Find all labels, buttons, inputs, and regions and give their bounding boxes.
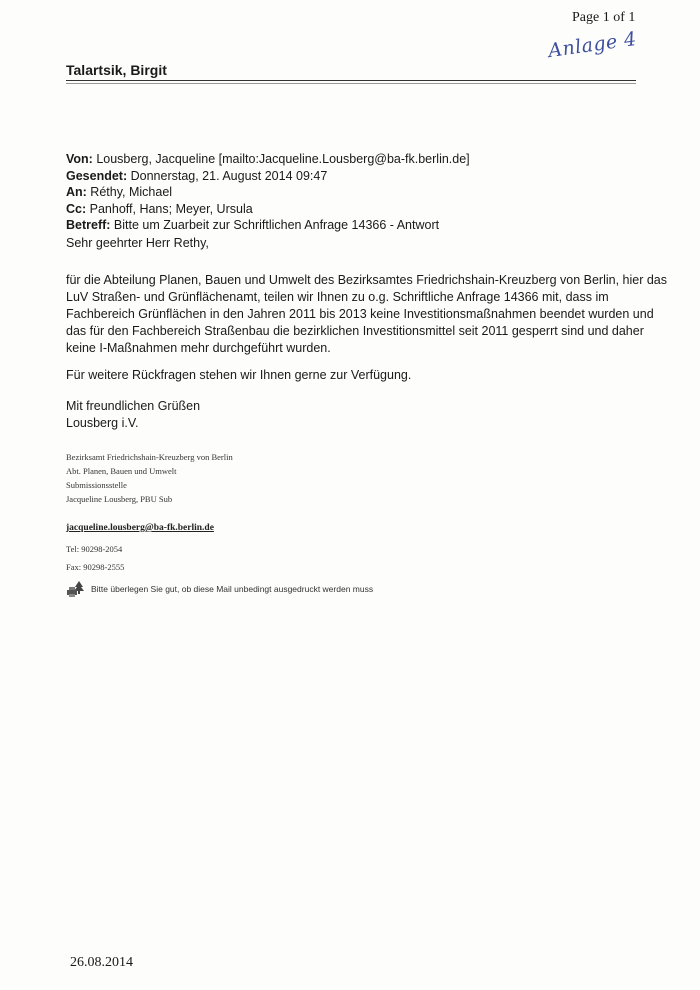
footer-date: 26.08.2014	[70, 955, 133, 970]
paragraph-line: keine I-Maßnahmen mehr durchgeführt wurden.	[66, 341, 331, 355]
signature-tel: Tel: 90298-2054	[66, 544, 123, 554]
closing	[66, 398, 666, 432]
eco-notice-text: Bitte überlegen Sie gut, ob diese Mail unbedingt ausgedruckt werden muss	[91, 584, 374, 594]
signature-person: Jacqueline Lousberg, PBU Sub	[66, 494, 173, 504]
paragraph-line: für die Abteilung Planen, Bauen und Umwelt des Bezirksamtes Friedrichshain-Kreuzberg von Berlin, hier das	[66, 273, 668, 287]
signature-email-link[interactable]: jacqueline.lousberg@ba-fk.berlin.de	[66, 523, 214, 533]
salutation: Sehr geehrter Herr Rethy,	[66, 236, 209, 250]
eco-notice	[66, 580, 373, 598]
paragraph-line: LuV Straßen- und Grünflächenamt, teilen wir Ihnen zu o.g. Schriftliche Anfrage 14366 mit, dass im	[66, 290, 609, 304]
subject-value: Bitte um Zuarbeit zur Schriftlichen Anfrage 14366 - Antwort	[110, 218, 440, 232]
header-divider	[66, 80, 636, 81]
signature-org: Bezirksamt Friedrichshain-Kreuzberg von Berlin	[66, 452, 233, 462]
closing-greeting: Mit freundlichen Grüßen	[66, 399, 201, 413]
meta-subject	[66, 217, 470, 234]
from-value: Lousberg, Jacqueline [mailto:Jacqueline.Lousberg@ba-fk.berlin.de]	[92, 152, 470, 166]
body-paragraph-1	[66, 272, 666, 357]
body-paragraph-2: Für weitere Rückfragen stehen wir Ihnen gerne zur Verfügung.	[66, 368, 412, 382]
to-value: Réthy, Michael	[86, 185, 173, 199]
meta-to	[66, 184, 470, 201]
handwritten-annotation: Anlage 4	[546, 27, 639, 63]
meta-from	[66, 151, 470, 168]
meta-cc	[66, 201, 470, 218]
closing-signoff: Lousberg i.V.	[66, 416, 139, 430]
page-number: Page 1 of 1	[572, 10, 636, 25]
paragraph-line: Fachbereich Grünflächen in den Jahren 2011 bis 2013 keine Investitionsmaßnahmen beendet wurden und	[66, 307, 654, 321]
paragraph-line: das für den Fachbereich Straßenbau die bezirklichen Investitionsmittel seit 2011 gesperrt sind und daher	[66, 324, 644, 338]
signature-department: Abt. Planen, Bauen und Umwelt	[66, 466, 177, 476]
signature-block	[66, 450, 233, 506]
sender-name: Talartsik, Birgit	[66, 62, 167, 78]
signature-unit: Submissionsstelle	[66, 480, 127, 490]
email-meta	[66, 151, 470, 234]
subject-label: Betreff:	[66, 218, 111, 232]
signature-fax: Fax: 90298-2555	[66, 562, 125, 572]
cc-label: Cc:	[66, 201, 87, 216]
header-divider-secondary	[66, 83, 636, 84]
tree-printer-icon	[66, 580, 88, 598]
sent-value: Donnerstag, 21. August 2014 09:47	[127, 168, 328, 183]
cc-value: Panhoff, Hans; Meyer, Ursula	[86, 201, 253, 216]
to-label: An:	[66, 185, 87, 199]
meta-sent	[66, 168, 470, 185]
from-label: Von:	[66, 152, 93, 166]
sent-label: Gesendet:	[66, 168, 128, 183]
